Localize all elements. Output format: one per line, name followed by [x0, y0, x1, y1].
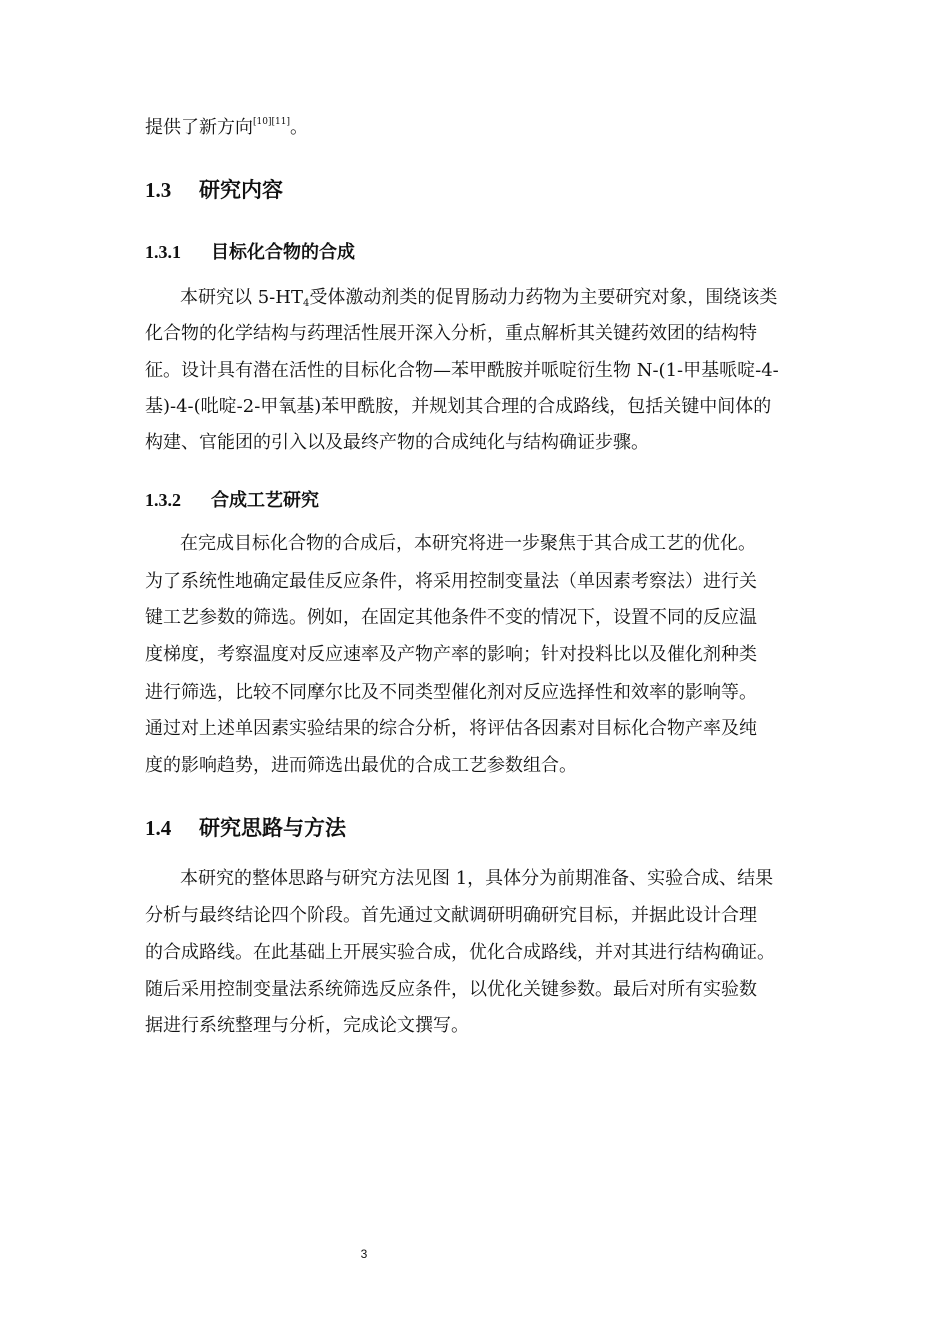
- heading-number: 1.4: [145, 816, 172, 840]
- intro-tail-line: [145, 115, 825, 141]
- heading-number: 1.3: [145, 178, 172, 202]
- paragraph-line: 键工艺参数的筛选。例如，在固定其他条件不变的情况下，设置不同的反应温: [145, 607, 757, 628]
- paragraph-line: 度的影响趋势，进而筛选出最优的合成工艺参数组合。: [145, 755, 577, 776]
- text-run: 受体激动剂类的促胃肠动力药物为主要研究对象，围绕该类: [309, 287, 778, 308]
- heading-title: 合成工艺研究: [211, 490, 319, 511]
- heading-number: 1.3.1: [145, 242, 181, 262]
- paragraph-line: [180, 285, 860, 311]
- paragraph-line: 本研究的整体思路与研究方法见图 1，具体分为前期准备、实验合成、结果: [180, 868, 774, 889]
- heading-title: 目标化合物的合成: [211, 242, 355, 263]
- paragraph-line: 构建、官能团的引入以及最终产物的合成纯化与结构确证步骤。: [145, 432, 649, 453]
- heading-1-3-1: [145, 239, 355, 266]
- heading-number: 1.3.2: [145, 490, 181, 510]
- paragraph-line: 据进行系统整理与分析，完成论文撰写。: [145, 1015, 469, 1036]
- paragraph-line: 度梯度，考察温度对反应速率及产物产率的影响；针对投料比以及催化剂种类: [145, 644, 757, 665]
- heading-title: 研究思路与方法: [199, 816, 346, 840]
- heading-1-4: [145, 814, 346, 842]
- paragraph-line: 随后采用控制变量法系统筛选反应条件，以优化关键参数。最后对所有实验数: [145, 979, 757, 1000]
- paragraph-line: 进行筛选，比较不同摩尔比及不同类型催化剂对反应选择性和效率的影响等。: [145, 682, 757, 703]
- paragraph-line: 基)-4-(吡啶-2-甲氧基)苯甲酰胺，并规划其合理的合成路线，包括关键中间体的: [145, 396, 772, 417]
- paragraph-line: 为了系统性地确定最佳反应条件，将采用控制变量法（单因素考察法）进行关: [145, 571, 757, 592]
- heading-title: 研究内容: [199, 178, 283, 202]
- intro-tail-end: 。: [289, 117, 308, 138]
- paragraph-line: 通过对上述单因素实验结果的综合分析，将评估各因素对目标化合物产率及纯: [145, 718, 757, 739]
- paragraph-line: 化合物的化学结构与药理活性展开深入分析，重点解析其关键药效团的结构特: [145, 323, 757, 344]
- citation-ref: [10][11]: [253, 117, 290, 127]
- text-run: 本研究以 5-HT: [180, 287, 303, 308]
- paragraph-line: 在完成目标化合物的合成后，本研究将进一步聚焦于其合成工艺的优化。: [180, 533, 756, 554]
- paragraph-line: 分析与最终结论四个阶段。首先通过文献调研明确研究目标，并据此设计合理: [145, 905, 757, 926]
- heading-1-3-2: [145, 487, 319, 514]
- paragraph-line: 的合成路线。在此基础上开展实验合成，优化合成路线，并对其进行结构确证。: [145, 942, 775, 963]
- intro-tail-text: 提供了新方向: [145, 117, 253, 138]
- heading-1-3: [145, 176, 283, 204]
- subscript: 4: [302, 298, 310, 309]
- page-number: 3: [360, 1247, 368, 1261]
- paragraph-line: 征。设计具有潜在活性的目标化合物—苯甲酰胺并哌啶衍生物 N-(1-甲基哌啶-4-: [145, 360, 779, 381]
